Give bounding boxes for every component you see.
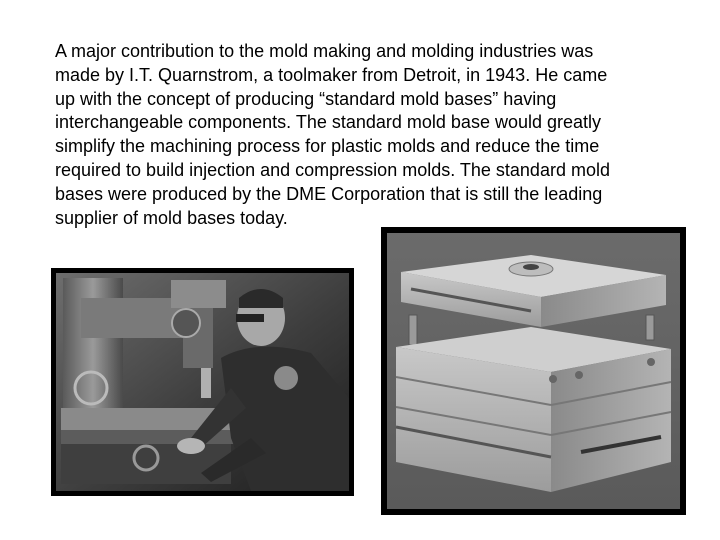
machinist-photo-graphic <box>51 268 354 496</box>
body-paragraph: A major contribution to the mold making and molding industries was made by I.T. Quarnstrom, a toolmaker from Detroit, in 1943. He came up with the concept of producing “standard mold bases” having interchangeable components. The standard mold base would greatly simplify the machining process for plastic molds and reduce the time required to build injection and compression molds. The standard mold bases were produced by the DME Corporation that is still the leading supplier of mold bases today. <box>55 41 610 228</box>
mold-base-photo <box>381 227 686 515</box>
machinist-photo <box>51 268 354 496</box>
mold-base-photo-graphic <box>381 227 686 515</box>
